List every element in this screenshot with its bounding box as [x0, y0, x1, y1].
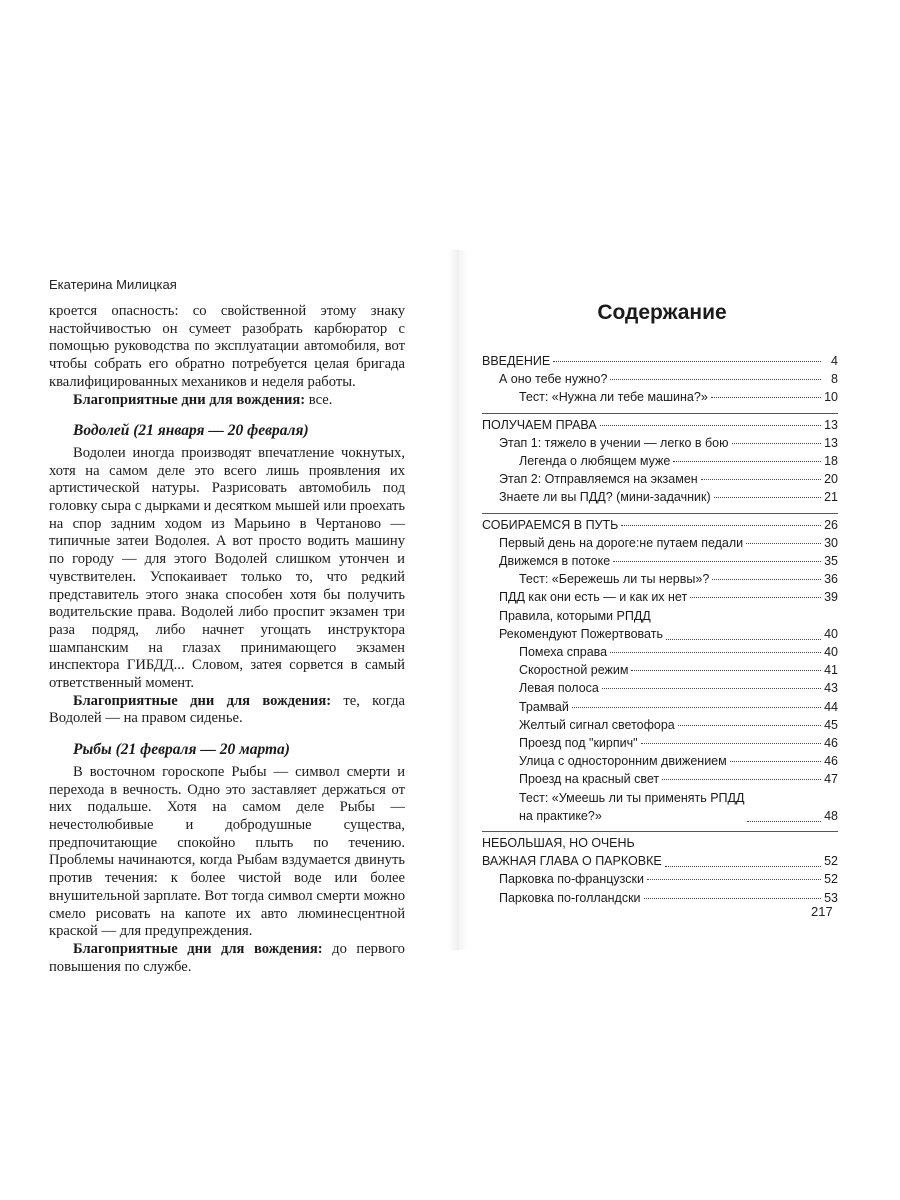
toc-page-number: 40 [824, 626, 838, 641]
toc-dot-leader [730, 761, 821, 762]
toc-entry-title: А оно тебе нужно? [499, 372, 608, 387]
toc-entry-title: Парковка по-голландски [499, 890, 641, 905]
toc-page-number: 46 [824, 754, 838, 769]
toc-entry-title: Тест: «Умеешь ли ты применять РПДД на практике?» [519, 790, 745, 823]
toc-entry[interactable] [482, 470, 838, 488]
running-header-author: Екатерина Милицкая [49, 277, 177, 292]
toc-entry[interactable] [482, 770, 838, 788]
toc-entry-title: Знаете ли вы ПДД? (мини-задачник) [499, 490, 711, 505]
toc-chapter-entry[interactable] [482, 834, 838, 870]
toc-entry-title: Движемся в потоке [499, 554, 611, 569]
toc-entry-title: Трамвай [519, 699, 569, 714]
intro-paragraph: кроется опасность: со свойственной этому знаку настойчивостью он сумеет разобрать карбюратор с помощью руководства по эксплуатации автомобиля, вот чтобы собрать его обратно потребуется целая бригада квалифицированных механиков и неделя работы. [49, 303, 405, 390]
aquarius-paragraph: Водолеи иногда производят впечатление чокнутых, хотя на самом деле это всего лишь проявления их артистической натуры. Разрисовать автомобиль под головку сыра с дырками и десятком мышей или проехать на спор задним ходом из Марьино в Чертаново — типичные затеи Водолея. А вот просто водить машину по городу — для этого Водолей слишком утончен и чувствителен. Успокаивает только то, что редкий представитель этого знака способен хотя бы получить водительские права. Водолей либо проспит экзамен три раза подряд, либо начнет угощать инструктора шампанским на глазах принимающего экзамен инспектора ГИБДД... Словом, затея сорвется в самый ответственный момент. [49, 444, 405, 692]
toc-entry-title: Помеха справа [519, 645, 608, 660]
toc-chapter-entry[interactable] [482, 516, 838, 534]
aquarius-favorable-days [49, 693, 405, 728]
toc-page-number: 45 [824, 717, 838, 732]
toc-entry[interactable] [482, 434, 838, 452]
toc-page-number: 52 [824, 854, 838, 869]
toc-page-number: 4 [831, 354, 838, 368]
toc-entry-title: ПДД как они есть — и как их нет [499, 590, 688, 605]
toc-dot-leader [621, 525, 821, 526]
toc-page-number: 8 [831, 372, 838, 387]
toc-entry-title: Проезд под "кирпич" [519, 736, 638, 751]
toc-dot-leader [641, 743, 821, 744]
toc-dot-leader [662, 779, 821, 780]
toc-title: Содержание [597, 301, 727, 324]
toc-dot-leader [673, 461, 821, 462]
favorable-days-label: Благоприятные дни для вождения: [73, 391, 306, 408]
toc-entry[interactable] [482, 679, 838, 697]
toc-section [482, 413, 838, 507]
toc-dot-leader [747, 821, 821, 822]
toc-dot-leader [732, 443, 822, 444]
toc-entry-title: Тест: «Бережешь ли ты нервы»? [519, 572, 710, 587]
toc-entry[interactable] [482, 643, 838, 661]
toc-dot-leader [613, 561, 821, 562]
toc-entry[interactable] [482, 488, 838, 506]
toc-chapter-entry[interactable] [482, 416, 838, 434]
toc-dot-leader [690, 597, 821, 598]
toc-entry[interactable] [482, 552, 838, 570]
toc-entry-title: Этап 2: Отправляемся на экзамен [499, 472, 698, 487]
toc-page-number: 21 [824, 490, 838, 505]
toc-entry[interactable] [482, 889, 838, 907]
toc-entry[interactable] [482, 588, 838, 606]
toc-entry[interactable] [482, 789, 838, 825]
toc-page-number: 46 [824, 736, 838, 751]
toc-section [482, 352, 838, 407]
toc-dot-leader [678, 725, 821, 726]
toc-page-number: 20 [824, 472, 838, 487]
favorable-days-value: все. [305, 391, 333, 408]
toc-entry[interactable] [482, 661, 838, 679]
toc-page-number: 52 [824, 872, 838, 887]
toc-dot-leader [714, 497, 821, 498]
toc-dot-leader [631, 670, 821, 671]
toc-page-number: 53 [824, 890, 838, 905]
toc-section [482, 513, 838, 825]
toc-dot-leader [712, 579, 821, 580]
toc-page-number: 13 [824, 435, 838, 450]
toc-dot-leader [644, 898, 821, 899]
toc-entry[interactable] [482, 370, 838, 388]
toc-page-number: 10 [824, 390, 838, 405]
table-of-contents [482, 352, 838, 913]
toc-entry-title: ПОЛУЧАЕМ ПРАВА [482, 417, 597, 432]
toc-entry-title: ВВЕДЕНИЕ [482, 354, 551, 368]
toc-entry-title: Проезд на красный свет [519, 772, 660, 787]
toc-entry-title: Легенда о любящем муже [519, 454, 671, 469]
toc-entry[interactable] [482, 698, 838, 716]
toc-page-number: 41 [824, 663, 838, 678]
toc-page-number: 18 [824, 454, 838, 469]
toc-entry-title: Скоростной режим [519, 663, 629, 678]
page-number: 217 [811, 904, 833, 919]
toc-entry[interactable] [482, 870, 838, 888]
toc-page-number: 47 [824, 772, 838, 787]
favorable-days-label: Благоприятные дни для вождения: [73, 940, 323, 957]
toc-dot-leader [666, 639, 821, 640]
toc-entry-title: Этап 1: тяжело в учении — легко в бою [499, 435, 729, 450]
favorable-days-value: до первого повышения по службе. [49, 940, 405, 975]
toc-page-number: 26 [824, 517, 838, 532]
toc-page-number: 36 [824, 572, 838, 587]
toc-entry-title: Улица с односторонним движением [519, 754, 727, 769]
toc-dot-leader [746, 543, 821, 544]
toc-page-number: 48 [824, 808, 838, 823]
toc-page-number: 13 [824, 417, 838, 432]
toc-dot-leader [600, 425, 821, 426]
toc-entry[interactable] [482, 752, 838, 770]
toc-chapter-entry[interactable] [482, 352, 838, 370]
toc-entry-title: Желтый сигнал светофора [519, 717, 675, 732]
toc-section [482, 831, 838, 907]
pisces-favorable-days [49, 941, 405, 976]
toc-entry-title: СОБИРАЕМСЯ В ПУТЬ [482, 517, 619, 532]
book-gutter [448, 250, 468, 950]
toc-dot-leader [610, 379, 821, 380]
toc-entry[interactable] [482, 734, 838, 752]
toc-entry-title: Тест: «Нужна ли тебе машина?» [519, 390, 708, 405]
toc-page-number: 43 [824, 681, 838, 696]
aquarius-heading: Водолей (21 января — 20 февраля) [73, 422, 309, 440]
favorable-days-value: те, когда Водолей — на правом сиденье. [49, 692, 405, 727]
pisces-paragraph: В восточном гороскопе Рыбы — символ смерти и перехода в вечность. Одно это заставляет держаться от них подальше. Хотя на самом деле Рыбы — нечестолюбивые и добродушные существа, предпочитающие спокойно плыть по течению. Проблемы начинаются, когда Рыбам вздумается двинуть против течения: к более чистой воде или более внушительной зарплате. Вот тогда символ смерти можно смело рисовать на капоте их авто люминесцентной краской — для предупреждения. [49, 763, 405, 940]
toc-entry-title: НЕБОЛЬШАЯ, НО ОЧЕНЬ ВАЖНАЯ ГЛАВА О ПАРКОВКЕ [482, 836, 662, 869]
toc-dot-leader [602, 688, 821, 689]
toc-dot-leader [711, 397, 821, 398]
toc-entry[interactable] [482, 452, 838, 470]
toc-entry[interactable] [482, 570, 838, 588]
toc-dot-leader [553, 361, 821, 362]
toc-page-number: 30 [824, 535, 838, 550]
toc-dot-leader [665, 866, 821, 867]
toc-dot-leader [701, 479, 821, 480]
left-page-body [49, 303, 405, 976]
toc-page-number: 35 [824, 554, 838, 569]
toc-entry-title: Первый день на дороге:не путаем педали [499, 535, 744, 550]
toc-dot-leader [572, 707, 821, 708]
toc-page-number: 39 [824, 590, 838, 605]
toc-dot-leader [610, 652, 821, 653]
toc-entry[interactable] [482, 607, 838, 643]
toc-entry-title: Парковка по-французски [499, 872, 644, 887]
toc-entry[interactable] [482, 534, 838, 552]
toc-entry[interactable] [482, 388, 838, 406]
intro-favorable-days [49, 392, 405, 410]
toc-entry-title: Правила, которыми РПДД Рекомендуют Пожертвовать [499, 608, 663, 641]
pisces-heading: Рыбы (21 февраля — 20 марта) [73, 741, 290, 759]
favorable-days-label: Благоприятные дни для вождения: [73, 692, 332, 709]
toc-page-number: 40 [824, 645, 838, 660]
toc-page-number: 44 [824, 699, 838, 714]
toc-entry[interactable] [482, 716, 838, 734]
toc-entry-title: Левая полоса [519, 681, 599, 696]
toc-dot-leader [647, 879, 821, 880]
